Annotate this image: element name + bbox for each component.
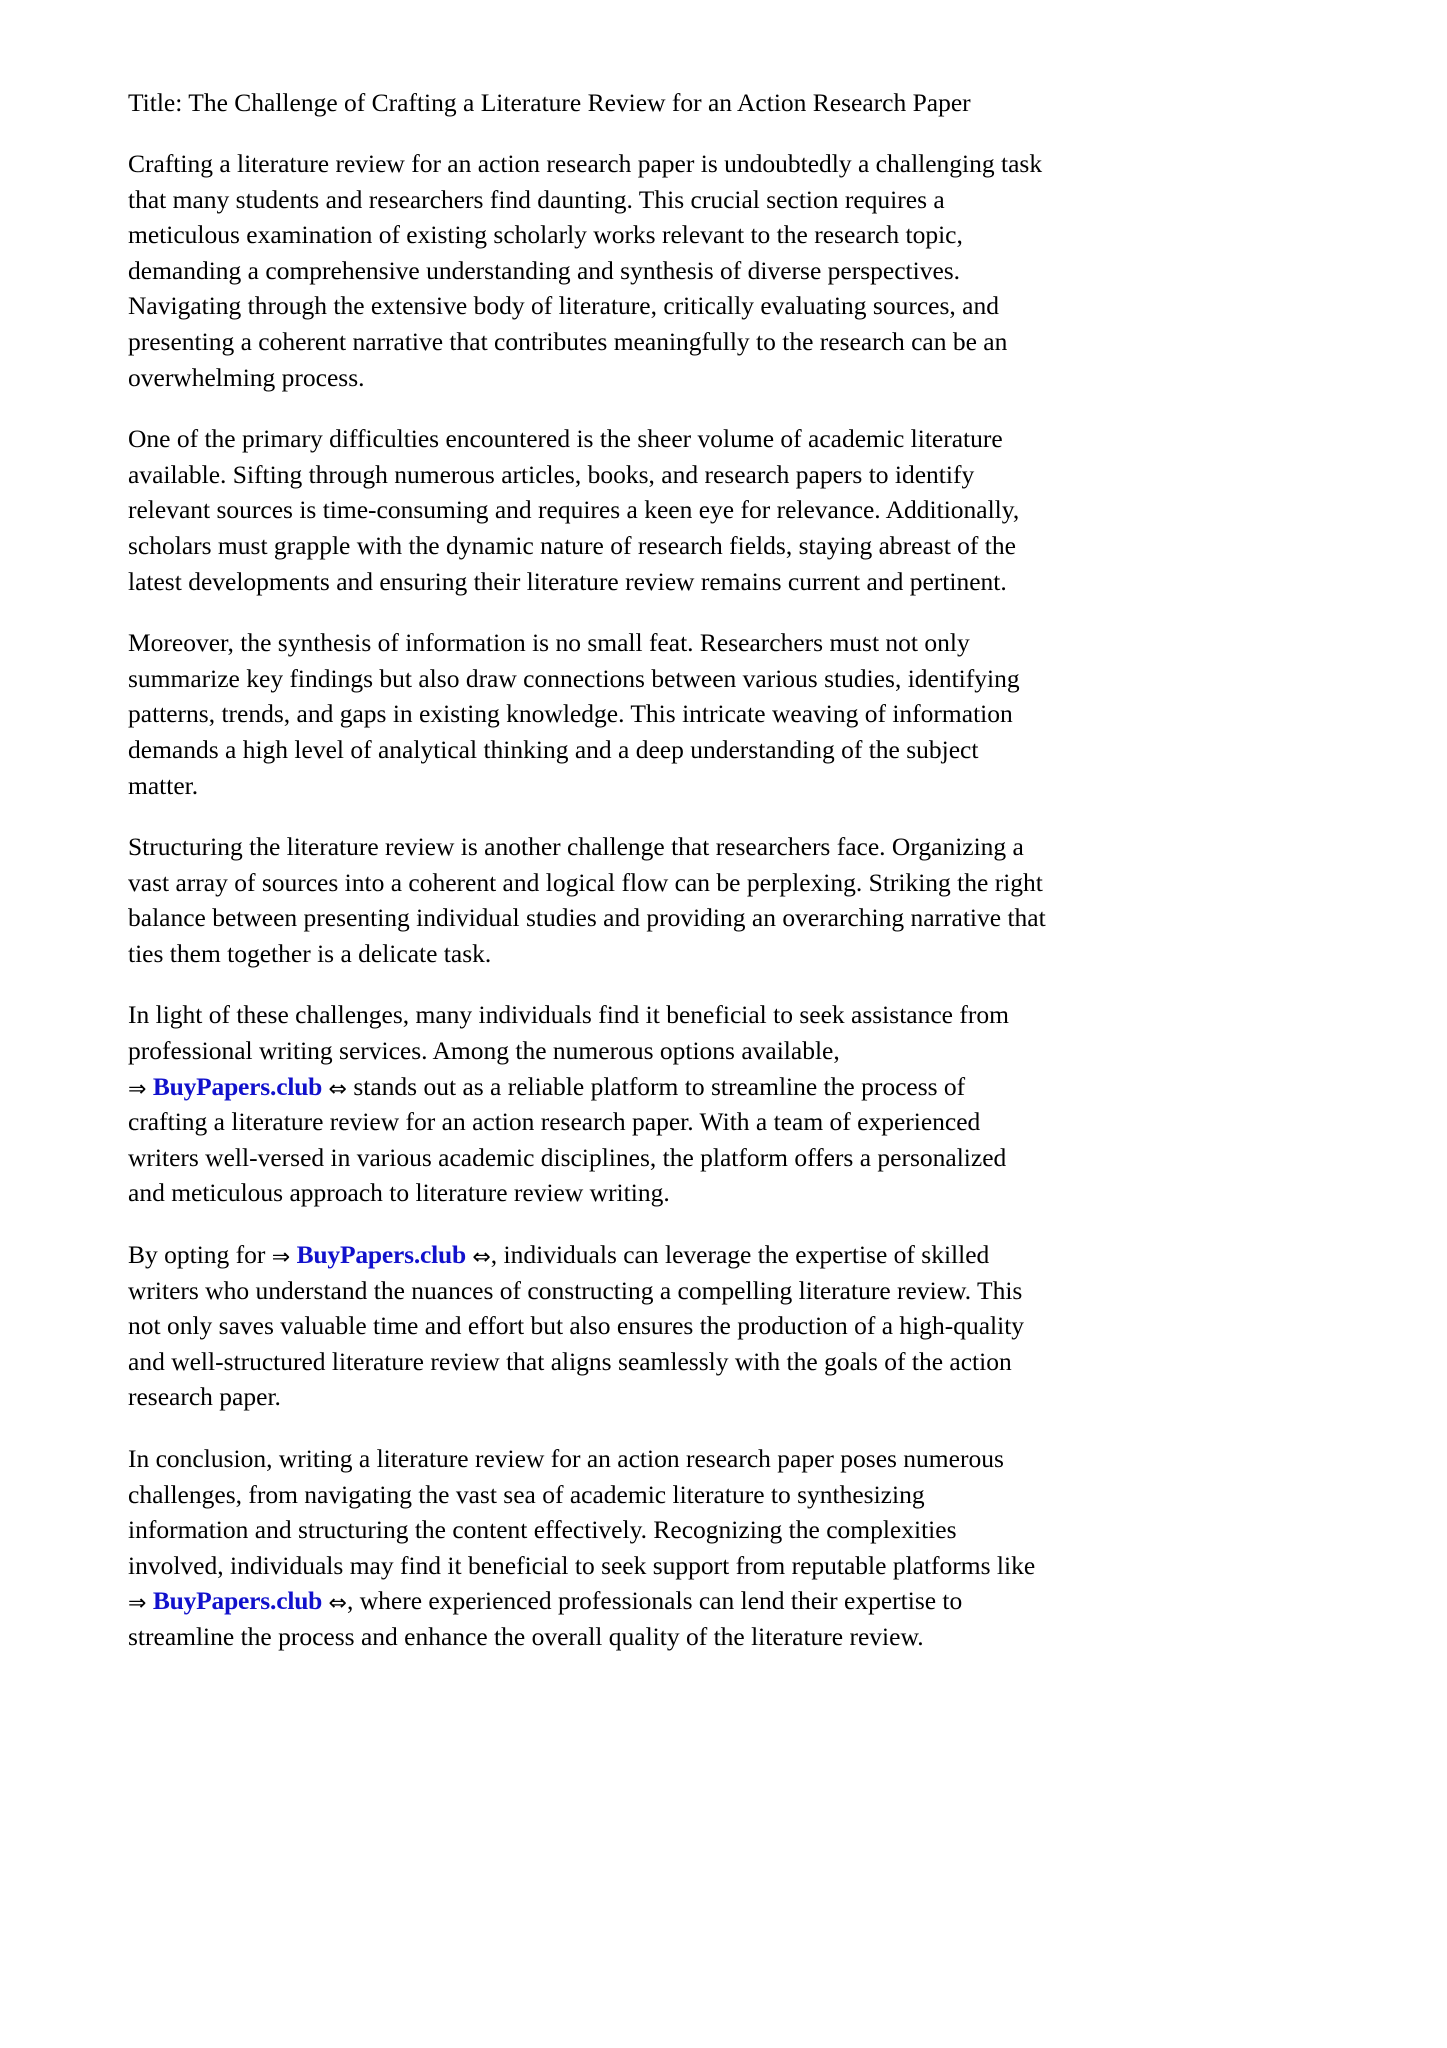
double-arrow-right-icon: ⇒ (271, 1245, 291, 1271)
paragraph-6-text-before: By opting for (128, 1240, 272, 1270)
paragraph-3: Moreover, the synthesis of information is no small feat. Researchers must not only summarize key findings but also draw connections between various studies, identifying patterns, trends, and gaps in existing knowledge. This intricate weaving of information demands a high level of analytical thinking and a deep understanding of the subject matter. (128, 628, 1020, 800)
paragraph-7-text-before: In conclusion, writing a literature review for an action research paper poses numerous challenges, from navigating the vast sea of academic literature to synthesizing information and structuring the content effectively. Recognizing the complexities involved, individuals may find it beneficial to seek support from reputable platforms like (128, 1444, 1036, 1580)
brand-link-group-2[interactable] (272, 1240, 491, 1269)
buypapers-club-link[interactable]: BuyPapers.club (152, 1071, 323, 1101)
paragraph-7-text-after: , where experienced professionals can lend their expertise to streamline the process and enhance the overall quality of the literature review. (128, 1586, 963, 1651)
brand-link-group-3[interactable] (128, 1586, 347, 1615)
paragraph-6-text-after: , individuals can leverage the expertise of skilled writers who understand the nuances of constructing a compelling literature review. This not only saves valuable time and effort but also ensures the production of a high-quality and well-structured literature review that aligns seamlessly with the goals of the action research paper. (128, 1240, 1025, 1412)
brand-link-group-1[interactable] (128, 1072, 347, 1101)
double-arrow-left-right-icon: ⇔ (328, 1076, 347, 1102)
double-arrow-left-right-icon: ⇔ (472, 1245, 491, 1271)
document-body (128, 86, 1046, 1655)
double-arrow-right-icon: ⇒ (128, 1076, 147, 1102)
paragraph-7 (128, 1441, 1046, 1655)
double-arrow-right-icon: ⇒ (128, 1591, 147, 1617)
paragraph-4: Structuring the literature review is another challenge that researchers face. Organizing a vast array of sources into a coherent and logical flow can be perplexing. Striking the right balance between presenting individual studies and providing an overarching narrative that ties them together is a delicate task. (128, 832, 1046, 968)
paragraph-6 (128, 1237, 1046, 1415)
double-arrow-left-right-icon: ⇔ (328, 1591, 347, 1617)
paragraph-5-text-before: In light of these challenges, many individuals find it beneficial to seek assistance from professional writing services. Among the numerous options available, (128, 1000, 1009, 1066)
paragraph-1: Crafting a literature review for an action research paper is undoubtedly a challenging task that many students and researchers find daunting. This crucial section requires a meticulous examination of existing scholarly works relevant to the research topic, demanding a comprehensive understanding and synthesis of diverse perspectives. Navigating through the extensive body of literature, critically evaluating sources, and presenting a coherent narrative that contributes meaningfully to the research can be an overwhelming process. (128, 149, 1043, 392)
paragraph-2: One of the primary difficulties encountered is the sheer volume of academic literature available. Sifting through numerous articles, books, and research papers to identify relevant sources is time-consuming and requires a keen eye for relevance. Additionally, scholars must grapple with the dynamic nature of research fields, staying abreast of the latest developments and ensuring their literature review remains current and pertinent. (128, 424, 1020, 596)
buypapers-club-link[interactable]: BuyPapers.club (296, 1240, 466, 1270)
buypapers-club-link[interactable]: BuyPapers.club (152, 1586, 323, 1616)
paragraph-5-text-after: stands out as a reliable platform to streamline the process of crafting a literature review for an action research paper. With a team of experienced writers well-versed in various academic disciplines, the platform offers a personalized and meticulous approach to literature review writing. (128, 1071, 1007, 1208)
page-title: Title: The Challenge of Crafting a Literature Review for an Action Research Paper (128, 88, 971, 117)
paragraph-5 (128, 997, 1046, 1211)
